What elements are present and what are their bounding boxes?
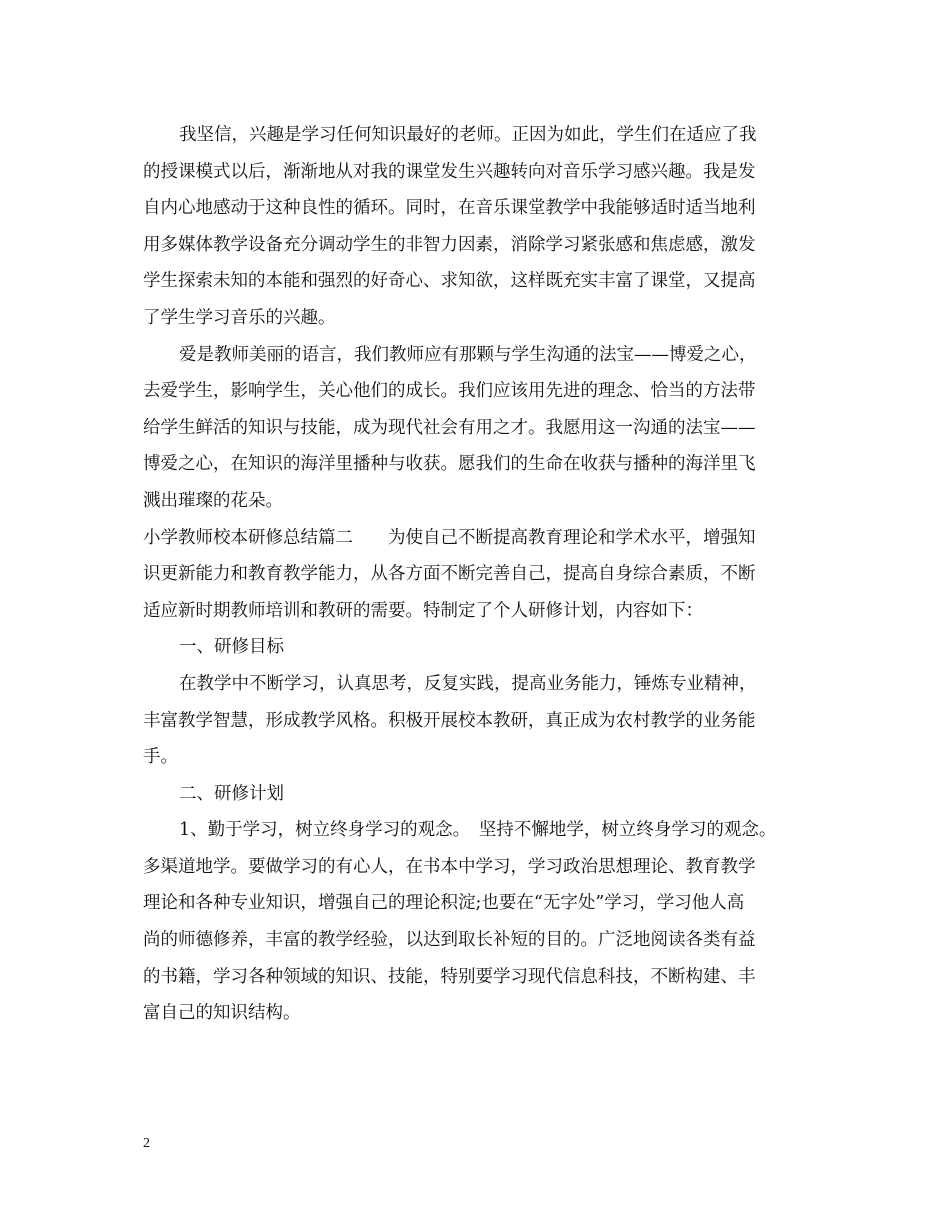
heading-line: 一、研修目标 xyxy=(179,637,284,658)
paragraph-line: 溅出璀璨的花朵。 xyxy=(143,490,283,511)
paragraph-line: 学生探索未知的本能和强烈的好奇心、求知欲，这样既充实丰富了课堂，又提高 xyxy=(143,271,756,292)
page-number: 2 xyxy=(143,1136,150,1151)
paragraph-line: 富自己的知识结构。 xyxy=(143,1003,301,1024)
paragraph-line: 用多媒体教学设备充分调动学生的非智力因素，消除学习紧张感和焦虑感，激发 xyxy=(143,234,756,255)
heading-line: 二、研修计划 xyxy=(179,783,284,804)
paragraph-line: 尚的师德修养，丰富的教学经验，以达到取长补短的目的。广泛地阅读各类有益 xyxy=(143,930,756,951)
paragraph-line: 丰富教学智慧，形成教学风格。积极开展校本教研，真正成为农村教学的业务能 xyxy=(143,710,756,731)
paragraph-line: 1、勤于学习，树立终身学习的观念。 坚持不懈地学，树立终身学习的观念。 xyxy=(179,820,777,841)
paragraph-line: 适应新时期教师培训和教研的需要。特制定了个人研修计划，内容如下： xyxy=(143,600,703,621)
paragraph-line: 给学生鲜活的知识与技能，成为现代社会有用之才。我愿用这一沟通的法宝—— xyxy=(143,417,756,438)
paragraph-line: 识更新能力和教育教学能力，从各方面不断完善自己，提高自身综合素质，不断 xyxy=(143,564,756,585)
paragraph-line: 去爱学生，影响学生，关心他们的成长。我们应该用先进的理念、恰当的方法带 xyxy=(143,381,756,402)
paragraph-line: 博爱之心，在知识的海洋里播种与收获。愿我们的生命在收获与播种的海洋里飞 xyxy=(143,454,756,475)
paragraph-line: 在教学中不断学习，认真思考，反复实践，提高业务能力，锤炼专业精神， xyxy=(179,673,757,694)
paragraph-line: 理论和各种专业知识，增强自己的理论积淀;也要在“无字处”学习，学习他人高 xyxy=(143,893,745,914)
paragraph-line: 多渠道地学。要做学习的有心人，在书本中学习，学习政治思想理论、教育教学 xyxy=(143,856,756,877)
paragraph-line: 爱是教师美丽的语言，我们教师应有那颗与学生沟通的法宝——博爱之心， xyxy=(179,344,757,365)
paragraph-line: 手。 xyxy=(143,747,178,768)
paragraph-line: 的授课模式以后，渐渐地从对我的课堂发生兴趣转向对音乐学习感兴趣。我是发 xyxy=(143,161,756,182)
paragraph-line: 的书籍，学习各种领域的知识、技能，特别要学习现代信息科技，不断构建、丰 xyxy=(143,966,756,987)
paragraph-line: 自内心地感动于这种良性的循环。同时，在音乐课堂教学中我能够适时适当地利 xyxy=(143,198,756,219)
paragraph-line: 了学生学习音乐的兴趣。 xyxy=(143,307,336,328)
document-body xyxy=(143,117,808,1032)
section-title-line: 小学教师校本研修总结篇二 为使自己不断提高教育理论和学术水平，增强知 xyxy=(143,527,756,548)
paragraph-line: 我坚信，兴趣是学习任何知识最好的老师。正因为如此，学生们在适应了我 xyxy=(179,125,757,145)
